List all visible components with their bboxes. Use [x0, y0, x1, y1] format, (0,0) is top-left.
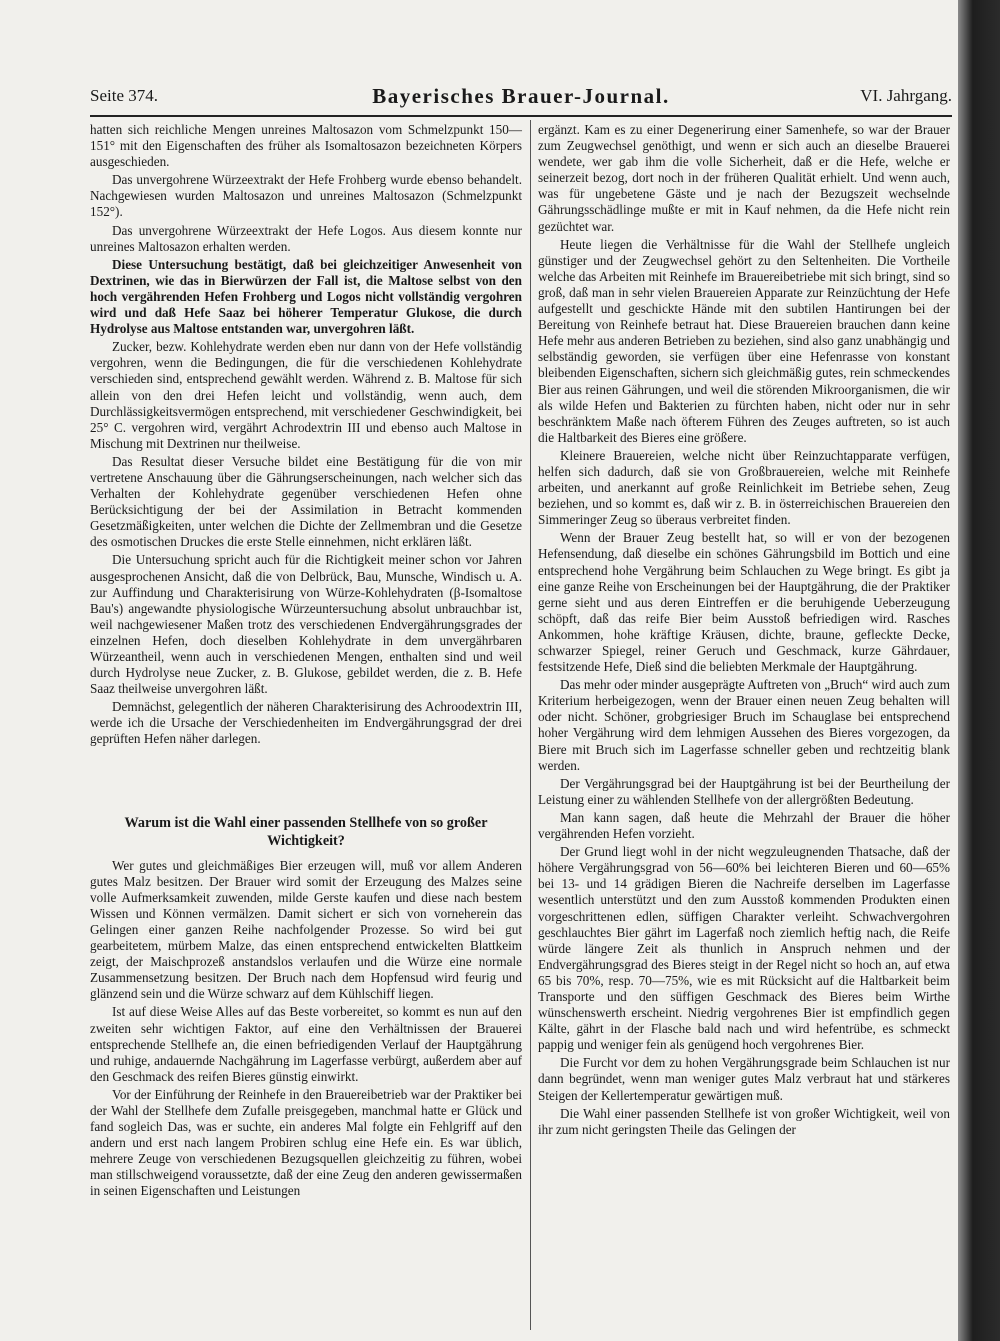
- right-column: [538, 122, 950, 1140]
- paragraph: Die Wahl einer passenden Stellhefe ist von großer Wichtigkeit, weil von ihr zum nicht geringsten Theile das Gelingen der: [538, 1105, 950, 1137]
- left-column: [90, 122, 522, 1202]
- paragraph: Kleinere Brauereien, welche nicht über Reinzuchtapparate verfügen, helfen sich dadurch, daß sie von Großbrauereien, welche mit Reinhefe arbeiten, und anerkannt auf große Reinlichkeit im Betriebe sehen, Zeug beziehen, und so kommt es, daß wir z. B. in österreichischen Brauereien den Simmeringer Zeug so überaus verbreitet finden.: [538, 447, 950, 528]
- volume-label: VI. Jahrgang.: [860, 86, 952, 105]
- page-header: [90, 86, 952, 112]
- column-divider: [530, 120, 531, 1330]
- paragraph: Demnächst, gelegentlich der näheren Charakterisirung des Achroodextrin III, werde ich die Ursache der Verschiedenheiten im Endvergährungsgrad der drei geprüften Hefen näher darlegen.: [90, 699, 522, 747]
- paragraph: Vor der Einführung der Reinhefe in den Brauereibetrieb war der Praktiker bei der Wahl der Stellhefe dem Zufalle preisgegeben, manchmal hatte er Glück und fand sogleich Das, was er suchte, ein anderes Mal folgte ein Fehlgriff auf den andern und erst nach langem Probiren schlug eine Hefe ein. Es war üblich, mehrere Zeuge von verschiedenen Bezugsquellen gleichzeitig zu führen, wobei man stillschweigend voraussetzte, daß der eine Zeug den anderen gewissermaßen in seinen Eigenschaften und Leistungen: [90, 1086, 522, 1199]
- paragraph: Das unvergohrene Würzeextrakt der Hefe Frohberg wurde ebenso behandelt. Nachgewiesen wurden Maltosazon und unreines Maltosazon (Schmelzpunkt 152°).: [90, 172, 522, 220]
- conclusion-paragraph: Diese Untersuchung bestätigt, daß bei gleichzeitiger Anwesenheit von Dextrinen, wie das in Bierwürzen der Fall ist, die Maltose selbst von den hoch vergährenden Hefen Frohberg und Logos nicht vollständig vergohren wird und daß Hefe Saaz bei höherer Temperatur Glukose, die durch Hydrolyse aus Maltose entstanden war, unvergohren läßt.: [90, 256, 522, 337]
- paragraph: Die Furcht vor dem zu hohen Vergährungsgrade beim Schlauchen ist nur dann begründet, wenn man weniger gutes Malz verbraut hat und stärkeres Steigen der Kellertemperatur gewärtigen muß.: [538, 1055, 950, 1103]
- paragraph: Man kann sagen, daß heute die Mehrzahl der Brauer die höher vergährenden Hefen vorzieht.: [538, 809, 950, 842]
- journal-title: Bayerisches Brauer-Journal.: [372, 84, 670, 108]
- page-number: Seite 374.: [90, 86, 158, 105]
- paragraph: hatten sich reichliche Mengen unreines Maltosazon vom Schmelzpunkt 150—151° mit den Eigenschaften des früher als Isomaltosazon bezeichneten Körpers ausgeschieden.: [90, 122, 522, 170]
- paragraph: Die Untersuchung spricht auch für die Richtigkeit meiner schon vor Jahren ausgesprochenen Ansicht, daß die von Delbrück, Bau, Munsche, Windisch u. A. zur Auffindung und Charakterisirung von Würze-Kohlehydraten (β-Isomaltose Bau's) angewandte physiologische Würzeuntersuchung absolut unbrauchbar ist, weil nachgewiesener Maßen trotz des verschiedenen Endvergährungsgrades der einzelnen Hefen, doch dieselben Kohlehydrate in dem unvergährbaren Würzeantheil, wenn auch in verschiedenen Mengen, enthalten sind und weil durch Hydrolyse neue Zucker, z. B. Glukose, gebildet werden, die z. B. Hefe Saaz theilweise unvergohren läßt.: [90, 552, 522, 697]
- section-gap: [90, 750, 522, 814]
- paragraph: Wenn der Brauer Zeug bestellt hat, so will er von der bezogenen Hefensendung, daß dieselbe ein schönes Gährungsbild im Bottich und eine entsprechend hohe Vergährung beim Schlauchen zu Wege bringt. Es gibt ja eine ganze Reihe von Erscheinungen bei der Hauptgährung, die der Praktiker gerne sieht und aus deren Eintreffen er die beruhigende Ueberzeugung schöpft, daß das reife Bier beim Ausstoß befriedigen wird. Rasches Ankommen, hohe kräftige Kräusen, dichte, braune, gefleckte Decke, schwarzer Spiegel, reiner Geruch und Geschmack, kurze Gährdauer, festsitzende Hefe, Dieß sind die beliebten Merkmale der Hauptgährung.: [538, 530, 950, 675]
- paragraph: Das mehr oder minder ausgeprägte Auftreten von „Bruch“ wird auch zum Kriterium herbeigezogen, wenn der Brauer einen neuen Zeug behalten will oder nicht. Schöner, grobgriesiger Bruch im Schauglase bei entsprechend hoher Vergährung wird dem lehmigen Aussehen des Bieres vorgezogen, da Biere mit Bruch sich im Lagerfasse schneller geben und rechtzeitig blank werden.: [538, 677, 950, 773]
- paragraph: Wer gutes und gleichmäßiges Bier erzeugen will, muß vor allem Anderen gutes Malz besitzen. Der Brauer wird somit der Erzeugung des Malzes seine volle Aufmerksamkeit zuwenden, milde Gerste kaufen und diese nach bestem Wissen und Können vermälzen. Damit sichert er sich von vorneherein das Gelingen einer ganzen Reihe nachfolgender Prozesse. So wird bei gut gearbeitetem, mürbem Malze, das einen entsprechend entwickelten Blattkeim zeigt, der Maischprozeß anstandslos verlaufen und die Würze eine normale Zusammensetzung besitzen. Der Bruch nach dem Hopfensud wird feurig und glänzend sein und die Würze schwarz auf dem Kühlschiff liegen.: [90, 857, 522, 1002]
- paragraph: Ist auf diese Weise Alles auf das Beste vorbereitet, so kommt es nun auf den zweiten sehr wichtigen Faktor, auf eine den Verhältnissen der Brauerei entsprechende Stellhefe an, die einen befriedigenden Verlauf der Hauptgährung und ruhige, andauernde Nachgährung im Lagerfasse verbürgt, außerdem aber auf den Geschmack des reifen Bieres günstig einwirkt.: [90, 1004, 522, 1084]
- paragraph: ergänzt. Kam es zu einer Degenerirung einer Samenhefe, so war der Brauer zum Zeugwechsel genöthigt, und wenn er sich auch an dieselbe Brauerei wendete, wer gab ihm die volle Sicherheit, daß er die Hefe, welche er seinerzeit bezog, dort noch in der früheren Qualität erhielt. Und wenn auch, was für ungebetene Gäste und je nach der Bezugszeit wechselnde Gährungsschädlinge mußte er mit in Kauf nehmen, da die Hefe nicht rein gezüchtet war.: [538, 122, 950, 234]
- paragraph: Der Vergährungsgrad bei der Hauptgährung ist bei der Beurtheilung der Leistung einer zu wählenden Stellhefe von der allergrößten Bedeutung.: [538, 775, 950, 807]
- paragraph: Das unvergohrene Würzeextrakt der Hefe Logos. Aus diesem konnte nur unreines Maltosazon erhalten werden.: [90, 222, 522, 254]
- section-heading: Warum ist die Wahl einer passenden Stellhefe von so großer Wichtigkeit?: [124, 814, 488, 849]
- header-rule: [90, 115, 952, 117]
- paragraph: Heute liegen die Verhältnisse für die Wahl der Stellhefe ungleich günstiger und der Zeugwechsel gehört zu den Seltenheiten. Die Vortheile welche das Arbeiten mit Reinhefe im Brauereibetriebe mit sich bringt, sind so groß, daß man in sehr vielen Brauereien Apparate zur Reinzüchtung der Hefe aufgestellt und geschickte Hände mit den subtilen Hantirungen bei der Bereitung von Reinhefe betraut hat. Diese Brauereien brauchen dann keine Hefe mehr aus anderen Betrieben zu beziehen, sind also ganz unabhängig und selbständig geworden, sie verfügen über eine Hefenrasse von konstant bleibenden Eigenschaften, sichern sich gleichmäßig gutes, rein schmeckendes Bier aus reinen Gährungen, und weil die störenden Mikroorganismen, die wir als wilde Hefen und Bakterien zu fürchten haben, nicht oder nur in sehr beschränktem Maße nach öfterem Führen des Zeuges auftreten, so ist auch die Haltbarkeit des Bieres eine größere.: [538, 236, 950, 445]
- paragraph: Das Resultat dieser Versuche bildet eine Bestätigung für die von mir vertretene Anschauung über die Gährungserscheinungen, nach welcher sich das Verhalten der Kohlehydrate gegenüber verschiedenen Hefen ohne Berücksichtigung der bei der Assimilation in Betracht kommenden Gesetzmäßigkeiten, unter welchen die Dichte der Zellmembran und die Gesetze des osmotischen Druckes die erste Stelle einnehmen, nicht erklären läßt.: [90, 453, 522, 550]
- scan-edge: [958, 0, 1000, 1341]
- paragraph: Zucker, bezw. Kohlehydrate werden eben nur dann von der Hefe vollständig vergohren, wenn die Bedingungen, die für die verschiedenen Kohlehydrate verschieden sind, entsprechend gewählt werden. Während z. B. Maltose für sich allein von den drei Hefen leicht und vollständig, wenn auch, dem Durchlässigkeitsvermögen entsprechend, mit verschiedener Geschwindigkeit, bei 25° C. vergohren wird, vergährt Achrodextrin III und ebenso auch Maltose in Mischung mit Dextrinen nur theilweise.: [90, 339, 522, 451]
- paragraph: Der Grund liegt wohl in der nicht wegzuleugnenden Thatsache, daß der höhere Vergährungsgrad von 56—60% bei leichteren Bieren und 60—65% bei 13- und 14 grädigen Bieren die Nachreife derselben im Lagerfasse wesentlich unterstützt und den zum Ausstoß kommenden Produkten einen vorgeschrittenen edlen, süffigen Charakter verleiht. Schwachvergohren geschlauchtes Bier gährt im Lagerfaß noch ziemlich heftig nach, die Reife würde längere Zeit als thunlich in Anspruch nehmen und der Endvergährungsgrad des Bieres steigt in der Regel nicht so hoch an, auf etwa 65 bis 70%, resp. 70—75%, wie es mit Rücksicht auf die Haltbarkeit beim Transporte und den süffigen Geschmack des Bieres beim Wirthe wünschenswerth erscheint. Niedrig vergohrenes Bier ist empfindlich gegen Kälte, gährt in der Flasche bald nach und wird hefentrübe, es schmeckt pappig und weniger fein als genügend hoch vergohrenes Bier.: [538, 844, 950, 1053]
